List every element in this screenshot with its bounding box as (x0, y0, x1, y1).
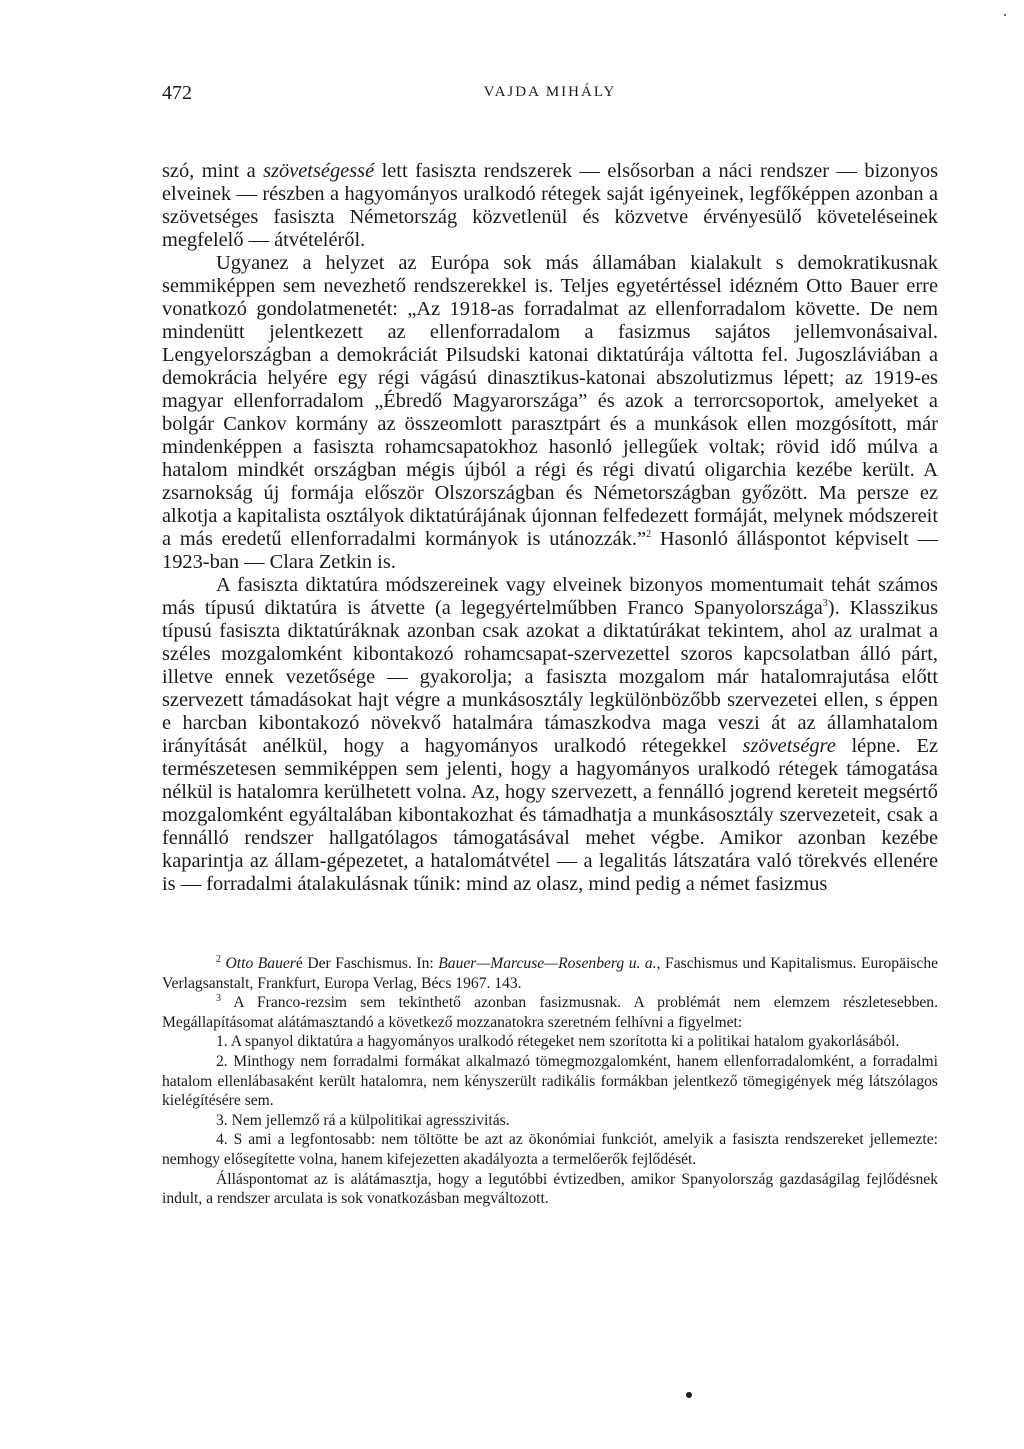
running-head-author: VAJDA MIHÁLY (483, 84, 617, 100)
footnote-3-item-1: 1. A spanyol diktatúra a hagyományos uralkodó rétegeket nem szorította ki a politikai hatalom gyakorlásából. (216, 1033, 900, 1051)
paragraph-1-emphasis: szövetségessé (263, 160, 375, 182)
paragraph-3-emphasis: szövetségre (742, 735, 836, 757)
paragraph-1-text-a: szó, mint a (162, 160, 264, 182)
page-dot-mark (686, 1392, 692, 1398)
page-number: 472 (162, 82, 192, 104)
paragraph-3 (162, 574, 938, 896)
footnote-2-text-a: é Der Faschismus. In: (295, 955, 439, 972)
footnote-3-mark: 3 (216, 993, 221, 1004)
paragraph-2-text-b: Hasonló álláspontot képviselt — 1923-ban — Clara Zetkin is. (162, 528, 938, 573)
footnote-3 (162, 993, 938, 1032)
footnotes (162, 954, 938, 1209)
footnote-2 (162, 954, 938, 993)
footnote-3-text: A Franco-rezsim sem tekinthető azonban fasizmusnak. A problémát nem elemzem részletesebben. Megállapításomat alátámasztandó a következő mozzanatokra szeretném felhívni a figyelmet: (162, 994, 938, 1031)
footnote-3-item-4: 4. S ami a legfontosabb: nem töltötte be azt az ökonómiai funkciót, amelyik a fasiszta rendszereket jellemezte: nemhogy elősegítette volna, hanem kifejezetten akadályozta a termelőerők fejlődését. (162, 1131, 938, 1168)
footnote-2-text-b: , Faschismus und Kapitalismus. Europäische Verlagsanstalt, Frankfurt, Europa Verlag, Bécs 1967. 143. (162, 955, 939, 992)
footnote-2-author: Otto Bauer (225, 955, 296, 972)
footnote-2-mark: 2 (216, 953, 221, 965)
running-head (162, 70, 938, 110)
paragraph-3-text-a: A fasiszta diktatúra módszereinek vagy elveinek bizonyos momentumait tehát számos más típusú diktatúra is átvette (a legegyértelműbben Franco Spanyolországa (162, 574, 938, 619)
book-page (162, 70, 938, 1209)
footnote-3-item-3: 3. Nem jellemző rá a külpolitikai agresszivitás. (216, 1111, 510, 1129)
paragraph-1 (162, 160, 938, 252)
footnote-ref-3[interactable]: 3 (822, 598, 828, 610)
footnote-3-closing: Álláspontomat az is alátámasztja, hogy a legutóbbi évtizedben, amikor Spanyolország gazdaságilag fejlődésnek indult, a rendszer arculata is sok vonatkozásban megváltozott. (162, 1170, 938, 1208)
paragraph-2-text-a: Ugyanez a helyzet az Európa sok más államában kialakult s demokratikusnak semmiképpen sem nevezhető rendszerekkel is. Teljes egyetértéssel idézném Otto Bauer erre vonatkozó gondolatmenetét: „Az 1918-as forradalmat az ellenforradalom követte. De nem mindenütt jelentkezett az ellenforradalom a fasizmus sajátos jellemvonásaival. Lengyelországban a demokráciát Pilsudski katonai diktatúrája váltotta fel. Jugoszláviában a demokrácia helyére egy régi vágású dinasztikus-katonai abszolutizmus lépett; az 1919-es magyar ellenforradalom „Ébredő Magyarországa” és azok a terrorcsoportok, amelyeket a bolgár Cankov kormány az összeomlott parasztpárt és a munkások ellen mozgósított, már mindenképpen a fasiszta rohamcsapatokhoz hasonló jellegűek voltak; rövid idő múlva a hatalom mindkét országban mégis újból a régi és régi divatú oligarchia kezébe került. A zsarnokság új formája először Olszországban és Németországban győzött. Ma persze ez alkotja a kapitalista osztályok diktatúrájának újonnan felfedezett formáját, melynek módszereit a más eredetű ellenforradalmi kormányok is utánozzák.” (162, 252, 938, 550)
paragraph-1-text-b: lett fasiszta rendszerek — elsősorban a náci rendszer — bizonyos elveinek — részben a hagyományos uralkodó rétegek saját igényeinek, legfőképpen azonban a szövetséges fasiszta Németország közvetlenül és közvetve érvényesülő követeléseinek megfelelő — átvételéről. (162, 160, 939, 251)
footnote-ref-2[interactable]: 2 (646, 529, 652, 541)
footnote-2-editors: Bauer—Marcuse—Rosenberg u. a. (438, 955, 657, 972)
paragraph-2 (162, 252, 938, 574)
paragraph-3-text-c: lépne. Ez természetesen semmiképpen sem jelenti, hogy a hagyományos uralkodó rétegek támogatása nélkül is hatalomra kerülhetett volna. Az, hogy szervezett, a fennálló jogrend kereteit megsértő mozgalomként egyáltalában kibontakozhat és támadhatja a munkásosztály szervezeteit, csak a fennálló rendszer hallgatólagos támogatásával mehet végbe. Amikor azonban kezébe kaparintja az állam-gépezetet, a hatalomátvétel — a legalitás látszatára való törekvés ellenére is — forradalmi átalakulásnak tűnik: mind az olasz, mind pedig a német fasizmus (162, 735, 938, 895)
paragraph-3-text-b: ). Klasszikus típusú fasiszta diktatúráknak azonban csak azokat a diktatúrákat tekintem, ahol az uralmat a széles mozgalomként kibontakozó rohamcsapat-szervezettel szoros kapcsolatban álló párt, illetve ennek vezetősége — gyakorolja; a fasiszta mozgalom már hatalomrajutása előtt szervezett támadásokat hajt végre a munkásosztály legkülönbözőbb szervezetei ellen, s éppen e harcban kibontakozó növekvő hatalmára támaszkodva maga veszi át az államhatalom irányítását anélkül, hogy a hagyományos uralkodó rétegekkel (162, 597, 938, 757)
scan-corner-mark (1004, 14, 1006, 16)
footnote-3-item-2: 2. Minthogy nem forradalmi formákat alkalmazó tömegmozgalomként, hanem ellenforradalomként, a forradalmi hatalom ellenlábasaként került hatalomra, nem kényszerült radikális formákban jelentkező tömegigények még látszólagos kielégítésére sem. (162, 1052, 938, 1110)
body-text (162, 160, 938, 896)
